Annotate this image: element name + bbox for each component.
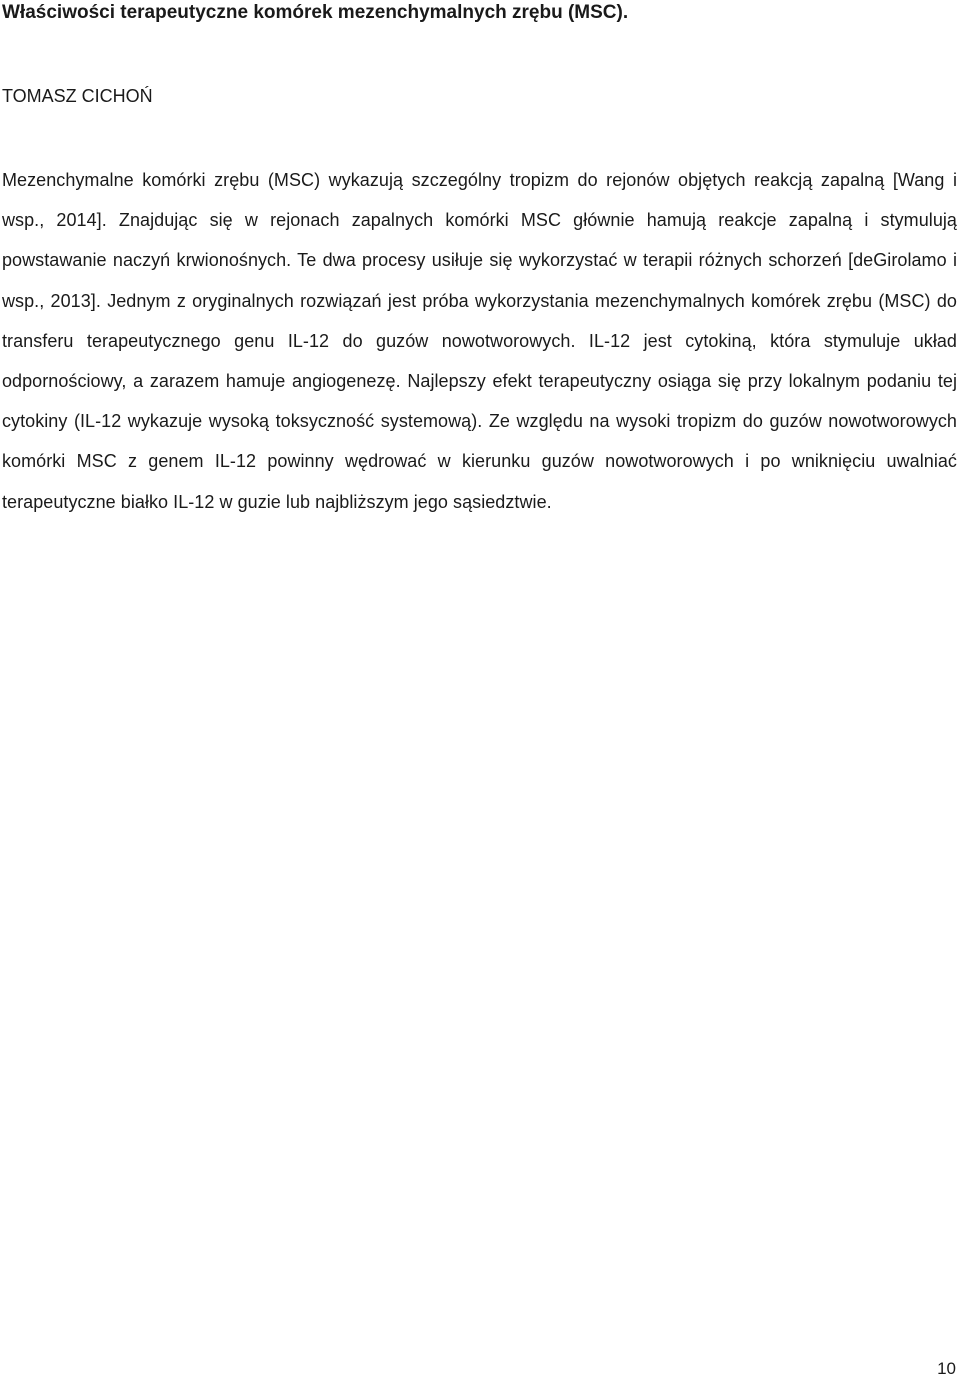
- author-name: TOMASZ CICHOŃ: [2, 86, 153, 106]
- body-paragraph: Mezenchymalne komórki zrębu (MSC) wykazują szczególny tropizm do rejonów objętych reakcją zapalną [Wang i wsp., 2014]. Znajdując się w rejonach zapalnych komórki MSC głównie hamują reakcje zapalną i stymulują powstawanie naczyń krwionośnych. Te dwa procesy usiłuje się wykorzystać w terapii różnych schorzeń [deGirolamo i wsp., 2013]. Jednym z oryginalnych rozwiązań jest próba wykorzystania mezenchymalnych komórek zrębu (MSC) do transferu terapeutycznego genu IL-12 do guzów nowotworowych. IL-12 jest cytokiną, która stymuluje układ odpornościowy, a zarazem hamuje angiogenezę. Najlepszy efekt terapeutyczny osiąga się przy lokalnym podaniu tej cytokiny (IL-12 wykazuje wysoką toksyczność systemową). Ze względu na wysoki tropizm do guzów nowotworowych komórki MSC z genem IL-12 powinny wędrować w kierunku guzów nowotworowych i po wniknięciu uwalniać terapeutyczne białko IL-12 w guzie lub najbliższym jego sąsiedztwie.: [2, 170, 957, 512]
- document-title: Właściwości terapeutyczne komórek mezenchymalnych zrębu (MSC).: [2, 2, 629, 23]
- page-number: 10: [937, 1359, 956, 1378]
